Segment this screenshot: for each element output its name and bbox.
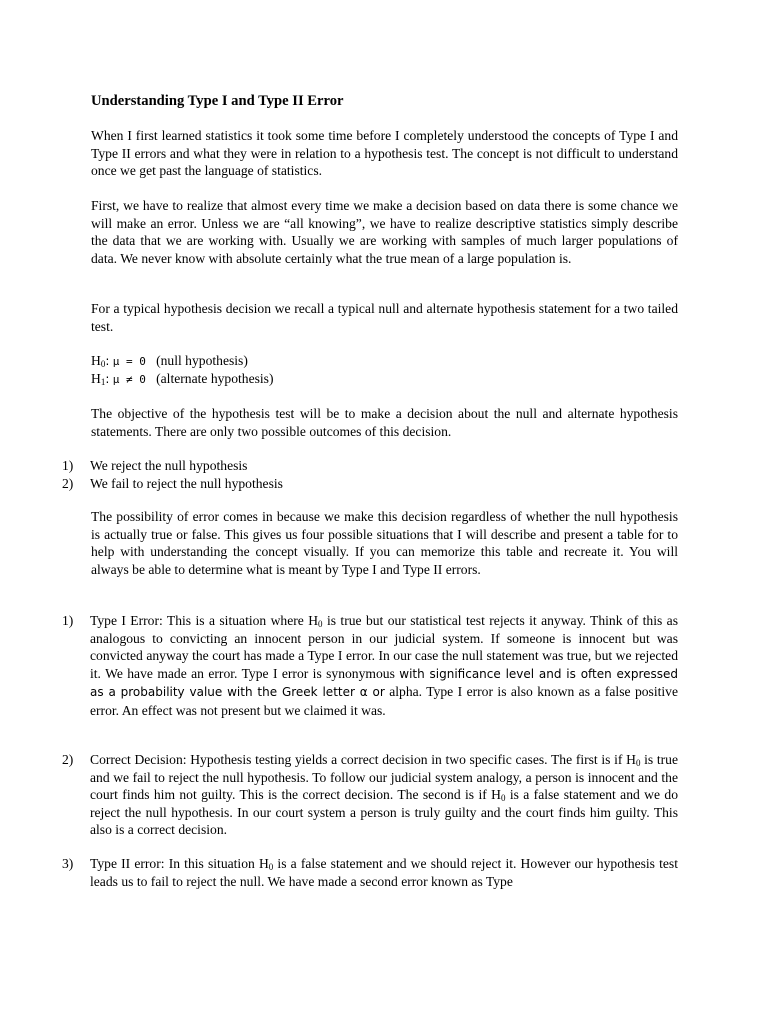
h0-subscript: 0 <box>100 359 106 369</box>
null-hypothesis-line <box>91 352 248 371</box>
type-one-error-item <box>62 612 678 720</box>
h1-description: (alternate hypothesis) <box>156 371 274 386</box>
list-item <box>62 457 682 475</box>
text-segment: is true but our statistical test rejects it anyway. Think of this as analogous to convicting an innocent person in our judicial system. If someone is innocent but was convicted anyway the court has made a Type I error. In our case the null statement was true, but we rejected it. We have made an error. Type I error is synonymous <box>90 613 678 681</box>
text-segment: Correct Decision: Hypothesis testing yields a correct decision in two specific cases. The first is if H <box>90 752 636 767</box>
type-two-error-item <box>62 855 678 890</box>
h0-statement: μ = 0 <box>112 355 146 368</box>
subscript-zero: 0 <box>500 793 506 804</box>
h0-colon: : <box>105 354 110 368</box>
text-segment: Type I Error: This is a situation where H <box>90 613 319 628</box>
list-item-number: 3) <box>62 856 74 871</box>
outcomes-list <box>62 457 682 492</box>
h1-subscript: 1 <box>100 377 106 387</box>
list-item-number: 2) <box>62 752 74 767</box>
list-item-text: We reject the null hypothesis <box>90 458 248 473</box>
possibility-paragraph: The possibility of error comes in because we make this decision regardless of whether the null hypothesis is actually true or false. This gives us four possible situations that I will describe and present a table for to help with understanding the concept visually. If you can memorize this table and recreate it. You will always be able to determine what is meant by Type I and Type II errors. <box>91 509 678 577</box>
subscript-zero: 0 <box>318 619 323 629</box>
h1-statement: μ ≠ 0 <box>112 373 146 386</box>
list-item-text <box>62 612 678 720</box>
list-item-text <box>62 751 678 839</box>
text-segment: is a false statement and we should reject it. However our hypothesis test leads us to fail to reject the null. We have made a second error known as Type <box>90 856 678 889</box>
text-segment: is a false statement and we do reject the null hypothesis. In our court system a person is truly guilty and the court finds him guilty. This also is a correct decision. <box>90 787 678 838</box>
text-segment: alpha. Type I error is also known as a false positive error. An effect was not present but we claimed it was. <box>90 684 678 718</box>
alternate-hypothesis-line <box>91 370 274 389</box>
text-segment: Type II error: In this situation H <box>90 856 269 871</box>
list-item-text <box>62 855 678 890</box>
h0-label: H <box>91 353 101 368</box>
h1-colon: : <box>105 372 110 386</box>
list-item-number: 1) <box>62 458 74 473</box>
document-title: Understanding Type I and Type II Error <box>91 93 344 109</box>
list-item-text: We fail to reject the null hypothesis <box>90 475 283 491</box>
decision-error-paragraph: First, we have to realize that almost every time we make a decision based on data there is some chance we will make an error. Unless we are “all knowing”, we have to realize descriptive statistics simply describe the data that we are working with. Usually we are working with samples of much larger populations of data. We never know with absolute certainly what the true mean of a large population is. <box>91 198 678 266</box>
intro-paragraph: When I first learned statistics it took some time before I completely understood the concepts of Type I and Type II errors and what they were in relation to a hypothesis test. The concept is not difficult to understand once we get past the language of statistics. <box>91 128 678 179</box>
objective-paragraph: The objective of the hypothesis test will be to make a decision about the null and alternate hypothesis statements. There are only two possible outcomes of this decision. <box>91 406 678 439</box>
list-item-number: 2) <box>62 475 74 491</box>
text-segment: with significance level and is often expressed as a probability value with the Greek letter α or <box>90 666 679 700</box>
list-item-number: 1) <box>62 613 74 628</box>
text-segment: is true and we fail to reject the null hypothesis. To follow our judicial system analogy, a person is innocent and the court finds him not guilty. This is the correct decision. The second is if H <box>90 752 678 803</box>
correct-decision-item <box>62 751 678 839</box>
subscript-zero: 0 <box>635 758 641 768</box>
list-item <box>62 475 682 493</box>
h1-label: H <box>91 371 101 386</box>
subscript-zero: 0 <box>268 862 274 872</box>
h0-description: (null hypothesis) <box>156 353 248 368</box>
hypothesis-intro-paragraph: For a typical hypothesis decision we recall a typical null and alternate hypothesis statement for a two tailed test. <box>91 301 678 334</box>
